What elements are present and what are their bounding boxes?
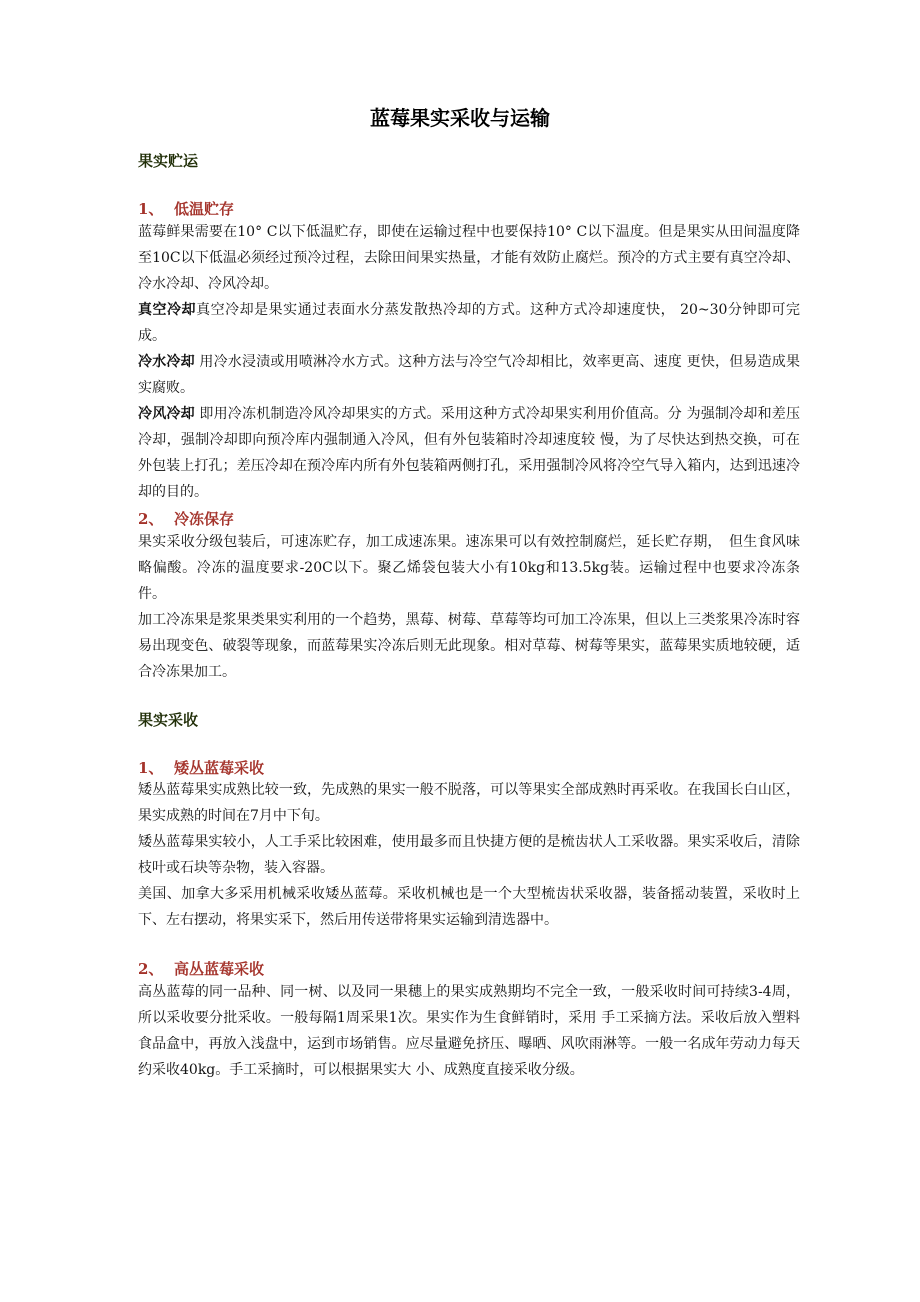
paragraph-text: 即用冷冻机制造冷风冷却果实的方式。采用这种方式冷却果实利用价值高。分 为强制冷却和差压冷却，强制冷却即向预冷库内强制通入冷风，但有外包装箱时冷却速度较 慢，为了尽快达到热交换，可在外包装上打孔；差压冷却在预冷库内所有外包装箱两侧打孔，采用强制冷风将冷空气导入箱内，达到迅速冷却的目的。 xyxy=(138,406,800,500)
subheading-title: 低温贮存 xyxy=(174,200,235,218)
term-air-cooling: 冷风冷却 xyxy=(138,406,195,422)
subheading-title: 矮丛蓝莓采收 xyxy=(174,759,265,777)
term-vacuum-cooling: 真空冷却 xyxy=(138,302,197,318)
subheading-number: 2、 xyxy=(138,960,164,978)
subheading-number: 2、 xyxy=(138,510,164,528)
section-heading-storage: 果实贮运 xyxy=(138,152,199,170)
document-title: 蓝莓果实采收与运输 xyxy=(370,106,550,130)
paragraph-lowbush-machine: 美国、加拿大多采用机械采收矮丛蓝莓。采收机械也是一个大型梳齿状采收器，装备摇动装置，采收时上下、左右摆动，将果实采下，然后用传送带将果实运输到清选器中。 xyxy=(138,886,800,928)
paragraph-water-cooling xyxy=(138,349,800,401)
paragraph-air-cooling xyxy=(138,401,800,505)
paragraph-text: 用冷水浸渍或用喷淋冷水方式。这种方法与冷空气冷却相比，效率更高、速度 更快，但易造成果实腐败。 xyxy=(138,354,800,396)
paragraph-low-temp: 蓝莓鲜果需要在10° C以下低温贮存，即使在运输过程中也要保持10° C以下温度。但是果实从田间温度降至10C以下低温必须经过预冷过程，去除田间果实热量，才能有效防止腐烂。预冷的方式主要有真空冷却、冷水冷却、冷风冷却。 xyxy=(138,224,800,292)
subheading-frozen-storage xyxy=(138,508,234,529)
paragraph-highbush-harvest: 高丛蓝莓的同一品种、同一树、以及同一果穗上的果实成熟期均不完全一致，一般采收时间可持续3-4周，所以采收要分批采收。一般每隔1周采果1次。果实作为生食鲜销时，采用 手工采摘方法。采收后放入塑料食品盒中，再放入浅盘中，运到市场销售。应尽量避免挤压、曝晒、风吹雨淋等。一般一名成年劳动力每天约采收40kg。手工采摘时，可以根据果实大 小、成熟度直接采收分级。 xyxy=(138,984,800,1078)
term-water-cooling: 冷水冷却 xyxy=(138,354,195,370)
paragraph-frozen-storage: 果实采收分级包装后，可速冻贮存，加工成速冻果。速冻果可以有效控制腐烂，延长贮存期， 但生食风味略偏酸。冷冻的温度要求-20C以下。聚乙烯袋包装大小有10kg和13.5kg装。运输过程中也要求冷冻条件。 xyxy=(138,534,800,602)
subheading-title: 冷冻保存 xyxy=(174,510,235,528)
subheading-title: 高丛蓝莓采收 xyxy=(174,960,265,978)
subheading-highbush-harvest xyxy=(138,958,264,979)
section-heading-harvest: 果实采收 xyxy=(138,711,199,729)
subheading-number: 1、 xyxy=(138,759,164,777)
subheading-number: 1、 xyxy=(138,200,164,218)
paragraph-text: 真空冷却是果实通过表面水分蒸发散热冷却的方式。这种方式冷却速度快， 20~30分钟即可完成。 xyxy=(138,302,801,344)
subheading-lowbush-harvest xyxy=(138,757,264,778)
paragraph-lowbush-handpicking: 矮丛蓝莓果实较小，人工手采比较困难，使用最多而且快捷方便的是梳齿状人工采收器。果实采收后，清除枝叶或石块等杂物，装入容器。 xyxy=(138,834,800,876)
paragraph-lowbush-ripening: 矮丛蓝莓果实成熟比较一致，先成熟的果实一般不脱落，可以等果实全部成熟时再采收。在我国长白山区，果实成熟的时间在7月中下旬。 xyxy=(138,782,800,824)
paragraph-vacuum-cooling xyxy=(138,297,800,349)
subheading-low-temp-storage xyxy=(138,198,234,219)
paragraph-frozen-processing: 加工冷冻果是浆果类果实利用的一个趋势，黑莓、树莓、草莓等均可加工冷冻果，但以上三类浆果冷冻时容易出现变色、破裂等现象，而蓝莓果实冷冻后则无此现象。相对草莓、树莓等果实，蓝莓果实质地较硬，适合冷冻果加工。 xyxy=(138,612,800,680)
